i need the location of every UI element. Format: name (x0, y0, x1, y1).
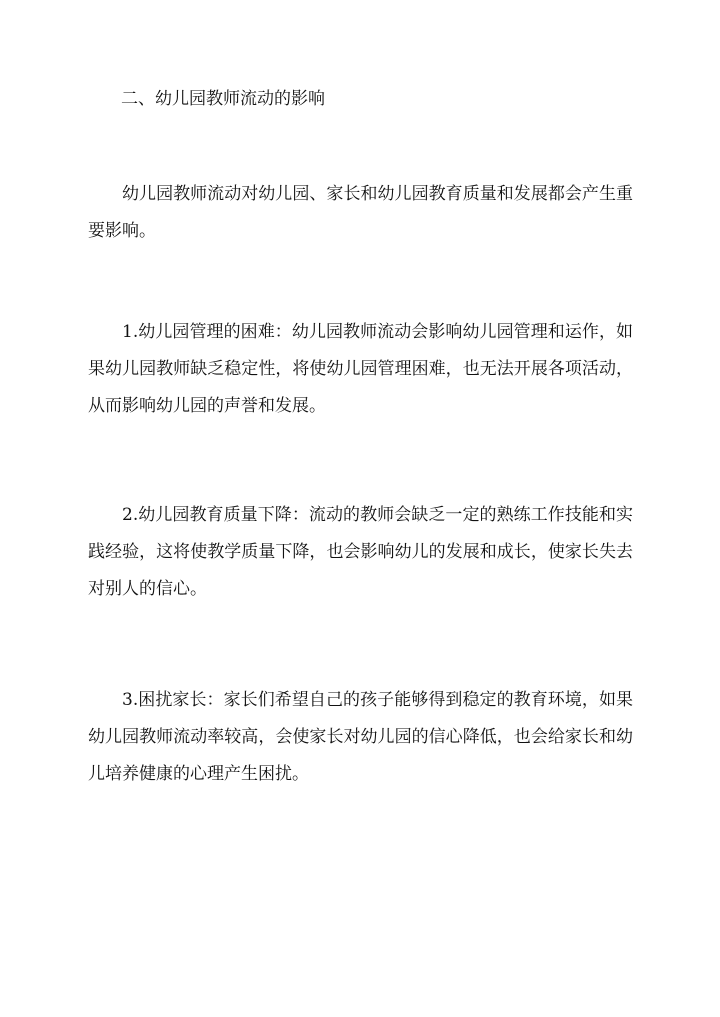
paragraph-intro: 幼儿园教师流动对幼儿园、家长和幼儿园教育质量和发展都会产生重要影响。 (88, 184, 633, 241)
paragraph-quality-decline: 2.幼儿园教育质量下降：流动的教师会缺乏一定的熟练工作技能和实践经验，这将使教学质量下降，也会影响幼儿的发展和成长，使家长失去对别人的信心。 (88, 505, 633, 599)
section-heading: 二、幼儿园教师流动的影响 (121, 89, 325, 109)
paragraph-parent-concern: 3.困扰家长：家长们希望自己的孩子能够得到稳定的教育环境，如果幼儿园教师流动率较高，会使家长对幼儿园的信心降低，也会给家长和幼儿培养健康的心理产生困扰。 (88, 690, 633, 784)
paragraph-management-difficulty: 1.幼儿园管理的困难：幼儿园教师流动会影响幼儿园管理和运作，如果幼儿园教师缺乏稳定性，将使幼儿园管理困难，也无法开展各项活动，从而影响幼儿园的声誉和发展。 (88, 322, 633, 416)
